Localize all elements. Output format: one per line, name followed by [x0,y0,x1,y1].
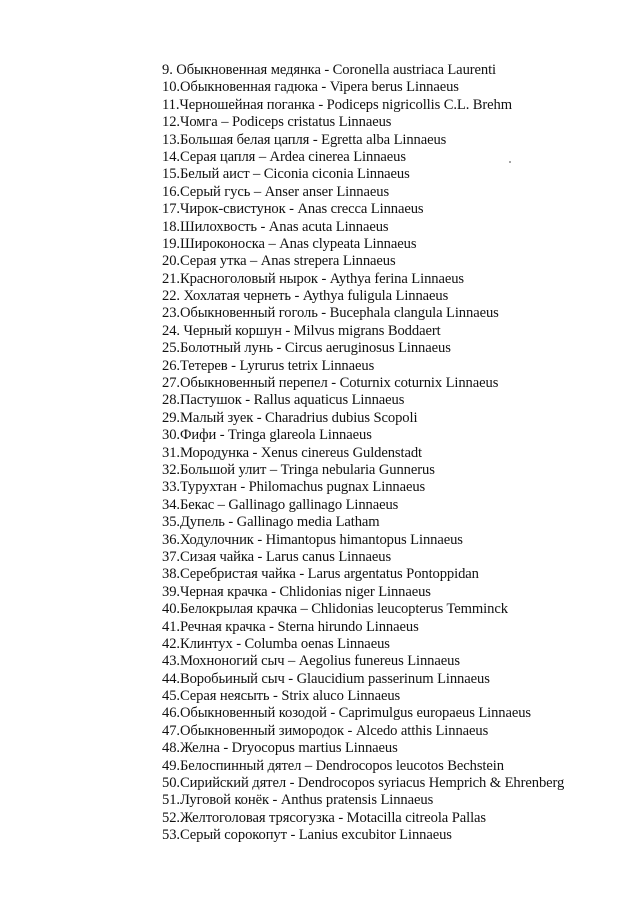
species-list [162,62,564,845]
list-item: 38.Серебристая чайка - Larus argentatus Pontoppidan [162,566,479,583]
list-item: 31.Мородунка - Xenus cinereus Guldenstadt [162,444,422,461]
list-item: 23.Обыкновенный гоголь - Bucephala clangula Linnaeus [162,305,499,322]
list-item: 24. Черный коршун - Milvus migrans Boddaert [162,322,441,339]
list-item: 50.Сирийский дятел - Dendrocopos syriacus Hemprich & Ehrenberg [162,775,565,792]
list-item: 48.Желна - Dryocopus martius Linnaeus [162,740,398,757]
list-item: 43.Мохноногий сыч – Aegolius funereus Linnaeus [162,653,460,670]
list-item: 42.Клинтух - Columba oenas Linnaeus [162,635,390,652]
list-item: 14.Серая цапля – Ardea cinerea Linnaeus [162,148,406,165]
list-item: 15.Белый аист – Ciconia ciconia Linnaeus [162,166,410,183]
list-item: 51.Луговой конёк - Anthus pratensis Linnaeus [162,792,434,809]
list-item: 28.Пастушок - Rallus aquaticus Linnaeus [162,392,405,409]
list-item: 47.Обыкновенный зимородок - Alcedo atthis Linnaeus [162,722,489,739]
list-item: 19.Широконоска – Anas clypeata Linnaeus [162,235,417,252]
list-item: 46.Обыкновенный козодой - Caprimulgus europaeus Linnaeus [162,705,532,722]
list-item: 13.Большая белая цапля - Egretta alba Linnaeus [162,131,447,148]
list-item: 12.Чомга – Podiceps cristatus Linnaeus [162,114,392,131]
list-item: 52.Желтоголовая трясогузка - Motacilla citreola Pallas [162,809,486,826]
list-item: 45.Серая неясыть - Strix aluco Linnaeus [162,688,401,705]
list-item: 34.Бекас – Gallinago gallinago Linnaeus [162,496,399,513]
list-item: 41.Речная крачка - Sterna hirundo Linnaeus [162,618,419,635]
list-item: 40.Белокрылая крачка – Chlidonias leucopterus Temminck [162,601,508,618]
list-item: 30.Фифи - Tringa glareola Linnaeus [162,427,372,444]
list-item: 32.Большой улит – Tringa nebularia Gunnerus [162,461,435,478]
list-item: 18.Шилохвость - Anas acuta Linnaeus [162,218,389,235]
list-item: 11.Черношейная поганка - Podiceps nigricollis C.L. Brehm [162,96,513,113]
list-item: 36.Ходулочник - Himantopus himantopus Linnaeus [162,531,463,548]
list-item: 39.Черная крачка - Chlidonias niger Linnaeus [162,583,431,600]
list-item: 27.Обыкновенный перепел - Coturnix coturnix Linnaeus [162,375,499,392]
list-item: 26.Тетерев - Lyrurus tetrix Linnaeus [162,357,375,374]
list-item: 9. Обыкновенная медянка - Coronella austriaca Laurenti [162,62,497,78]
list-item: 16.Серый гусь – Anser anser Linnaeus [162,183,390,200]
list-item: 20.Серая утка – Anas strepera Linnaeus [162,253,396,270]
list-item: 37.Сизая чайка - Larus canus Linnaeus [162,548,392,565]
list-item: 21.Красноголовый нырок - Aythya ferina Linnaeus [162,270,464,287]
list-item: 49.Белоспинный дятел – Dendrocopos leucotos Bechstein [162,757,504,774]
list-item: 17.Чирок-свистунок - Anas crecca Linnaeus [162,201,424,218]
list-item: 10.Обыкновенная гадюка - Vipera berus Linnaeus [162,79,459,96]
list-item: 29.Малый зуек - Charadrius dubius Scopoli [162,409,418,426]
list-item: 35.Дупель - Gallinago media Latham [162,514,380,531]
list-item: 22. Хохлатая чернеть - Aythya fuligula Linnaeus [162,288,449,305]
list-item: 44.Воробьиный сыч - Glaucidium passerinum Linnaeus [162,670,490,687]
list-item: 25.Болотный лунь - Circus aeruginosus Linnaeus [162,340,451,357]
list-item: 53.Серый сорокопут - Lanius excubitor Linnaeus [162,827,452,844]
list-item: 33.Турухтан - Philomachus pugnax Linnaeus [162,479,426,496]
